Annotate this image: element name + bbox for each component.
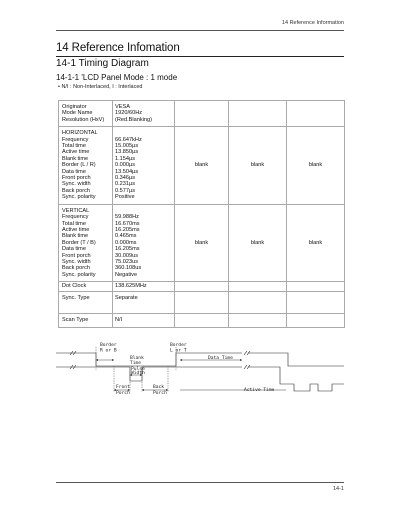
border-lt-label-2: L or T (170, 348, 187, 354)
horizontal-value: 1.154µs (115, 155, 136, 162)
vertical-value: 0.000ms (115, 239, 137, 246)
vertical-label: Active time (62, 226, 90, 233)
table-row-header (59, 101, 345, 127)
empty-cell (229, 292, 287, 314)
scan-type-value: N/I (113, 314, 175, 328)
interlace-note: • N/I : Non-Interlaced, I : Interlaced (58, 84, 143, 90)
back-porch-label-1: Back (153, 385, 165, 390)
resolution-value: (Red.Blanking) (115, 116, 152, 123)
header-labels-cell (59, 101, 113, 127)
dot-clock-label: Dot Clock (59, 282, 113, 292)
empty-cell (287, 101, 345, 127)
border-rb-label-2: R or B (100, 348, 117, 354)
vertical-value: 0.465ms (115, 233, 137, 240)
empty-cell (229, 314, 287, 328)
section-title: 14 Reference Infomation (56, 42, 180, 54)
empty-cell (229, 101, 287, 127)
table-row-horizontal (59, 127, 345, 204)
empty-cell (229, 282, 287, 292)
vertical-value: 360.108us (115, 265, 142, 272)
title-underline (56, 56, 344, 57)
horizontal-labels-cell (59, 127, 113, 204)
running-header: 14 Reference Information (281, 20, 344, 26)
table-row-dot-clock (59, 282, 345, 292)
front-porch-label-2: Porch (116, 391, 130, 396)
vertical-label: Sync. polarity (62, 271, 96, 278)
bottom-rule (56, 482, 344, 483)
subsection-title: 14-1 Timing Diagram (56, 58, 149, 69)
top-rule (56, 30, 344, 31)
vertical-label: Back porch (62, 265, 90, 272)
pulse-width-label-2: Width (131, 371, 145, 376)
page-number: 14-1 (332, 486, 344, 492)
horizontal-label: Sync. polarity (62, 194, 96, 201)
horizontal-label: HORIZONTAL (62, 130, 98, 137)
vertical-value: 59.988Hz (115, 214, 139, 221)
horizontal-label: Data time (62, 168, 86, 175)
border-rb-label-1: Border (100, 343, 117, 348)
data-time-label: Data Time (208, 356, 233, 361)
sync-type-label: Sync. Type (59, 292, 113, 314)
subsubsection-title: 14-1-1 'LCD Panel Mode : 1 mode (56, 73, 178, 82)
vertical-value: Negative (115, 271, 138, 278)
table-row-scan-type (59, 314, 345, 328)
vertical-blank-3: blank (287, 204, 345, 281)
vertical-blank-1: blank (175, 204, 229, 281)
horizontal-value: Positive (115, 194, 135, 201)
empty-cell (175, 314, 229, 328)
vertical-value: 16.205ms (115, 246, 140, 253)
horizontal-blank-3: blank (287, 127, 345, 204)
horizontal-label: Back porch (62, 187, 90, 194)
data-enable-waveform-tail (248, 353, 344, 366)
timing-table (58, 100, 345, 328)
scan-type-label: Scan Type (59, 314, 113, 328)
originator-label: Originator (62, 104, 87, 110)
vertical-label: VERTICAL (62, 207, 90, 214)
active-time-label: Active Time (244, 388, 275, 393)
empty-cell (287, 282, 345, 292)
horizontal-value: 66.647kHz (115, 136, 142, 143)
horizontal-value: 0.346µs (115, 175, 136, 182)
horizontal-label: Front porch (62, 175, 91, 182)
mode-name-value: 1920/60Hz (115, 110, 143, 117)
horizontal-value: 0.000µs (115, 162, 136, 169)
pulse-width-label-1: Pulse (131, 367, 145, 372)
header-values-cell (113, 101, 175, 127)
timing-diagram (56, 343, 344, 404)
horizontal-value: 15.005µs (115, 143, 139, 150)
vertical-labels-cell (59, 204, 113, 281)
horizontal-blank-1: blank (175, 127, 229, 204)
break-marks-right (244, 351, 250, 369)
sync-type-value: Separate (113, 292, 175, 314)
empty-cell (175, 282, 229, 292)
horizontal-label: Sync. width (62, 181, 91, 188)
horizontal-value: 0.231µs (115, 181, 136, 188)
horizontal-label: Active time (62, 149, 90, 156)
vertical-blank-2: blank (229, 204, 287, 281)
mode-name-label: Mode Name (62, 110, 93, 117)
resolution-label: Resolution (HxV) (62, 116, 105, 123)
border-lt-label-1: Border (170, 343, 187, 348)
vertical-label: Blank time (62, 233, 89, 240)
vertical-label: Data time (62, 246, 86, 253)
vertical-value: 16.205ms (115, 226, 140, 233)
break-marks-left (70, 351, 76, 369)
empty-cell (175, 292, 229, 314)
dot-clock-value: 138.625MHz (113, 282, 175, 292)
horizontal-values-cell (113, 127, 175, 204)
table-row-sync-type (59, 292, 345, 314)
table-row-vertical (59, 204, 345, 281)
blank-time-label-1: Blank (130, 356, 144, 361)
vertical-label: Border (T / B) (62, 239, 96, 246)
sync-waveform (56, 367, 242, 381)
horizontal-label: Total time (62, 143, 86, 150)
back-porch-label-2: Porch (153, 391, 167, 396)
empty-cell (287, 314, 345, 328)
vertical-value: 30.009us (115, 252, 139, 259)
vertical-values-cell (113, 204, 175, 281)
horizontal-value: 13.504µs (115, 168, 139, 175)
vertical-label: Total time (62, 220, 86, 227)
horizontal-blank-2: blank (229, 127, 287, 204)
horizontal-value: 13.850µs (115, 149, 139, 156)
horizontal-value: 0.577µs (115, 187, 136, 194)
horizontal-label: Frequency (62, 136, 89, 143)
originator-value: VESA (115, 104, 130, 110)
empty-cell (287, 292, 345, 314)
vertical-value: 75.023us (115, 258, 139, 265)
vertical-label: Frequency (62, 214, 89, 221)
horizontal-label: Blank time (62, 155, 89, 162)
vertical-label: Front porch (62, 252, 91, 259)
empty-cell (175, 101, 229, 127)
blank-time-label-2: Time (130, 361, 142, 366)
vertical-label: Sync. width (62, 258, 91, 265)
vertical-value: 16.670ms (115, 220, 140, 227)
horizontal-label: Border (L / R) (62, 162, 96, 169)
front-porch-label-1: Front (116, 385, 130, 390)
